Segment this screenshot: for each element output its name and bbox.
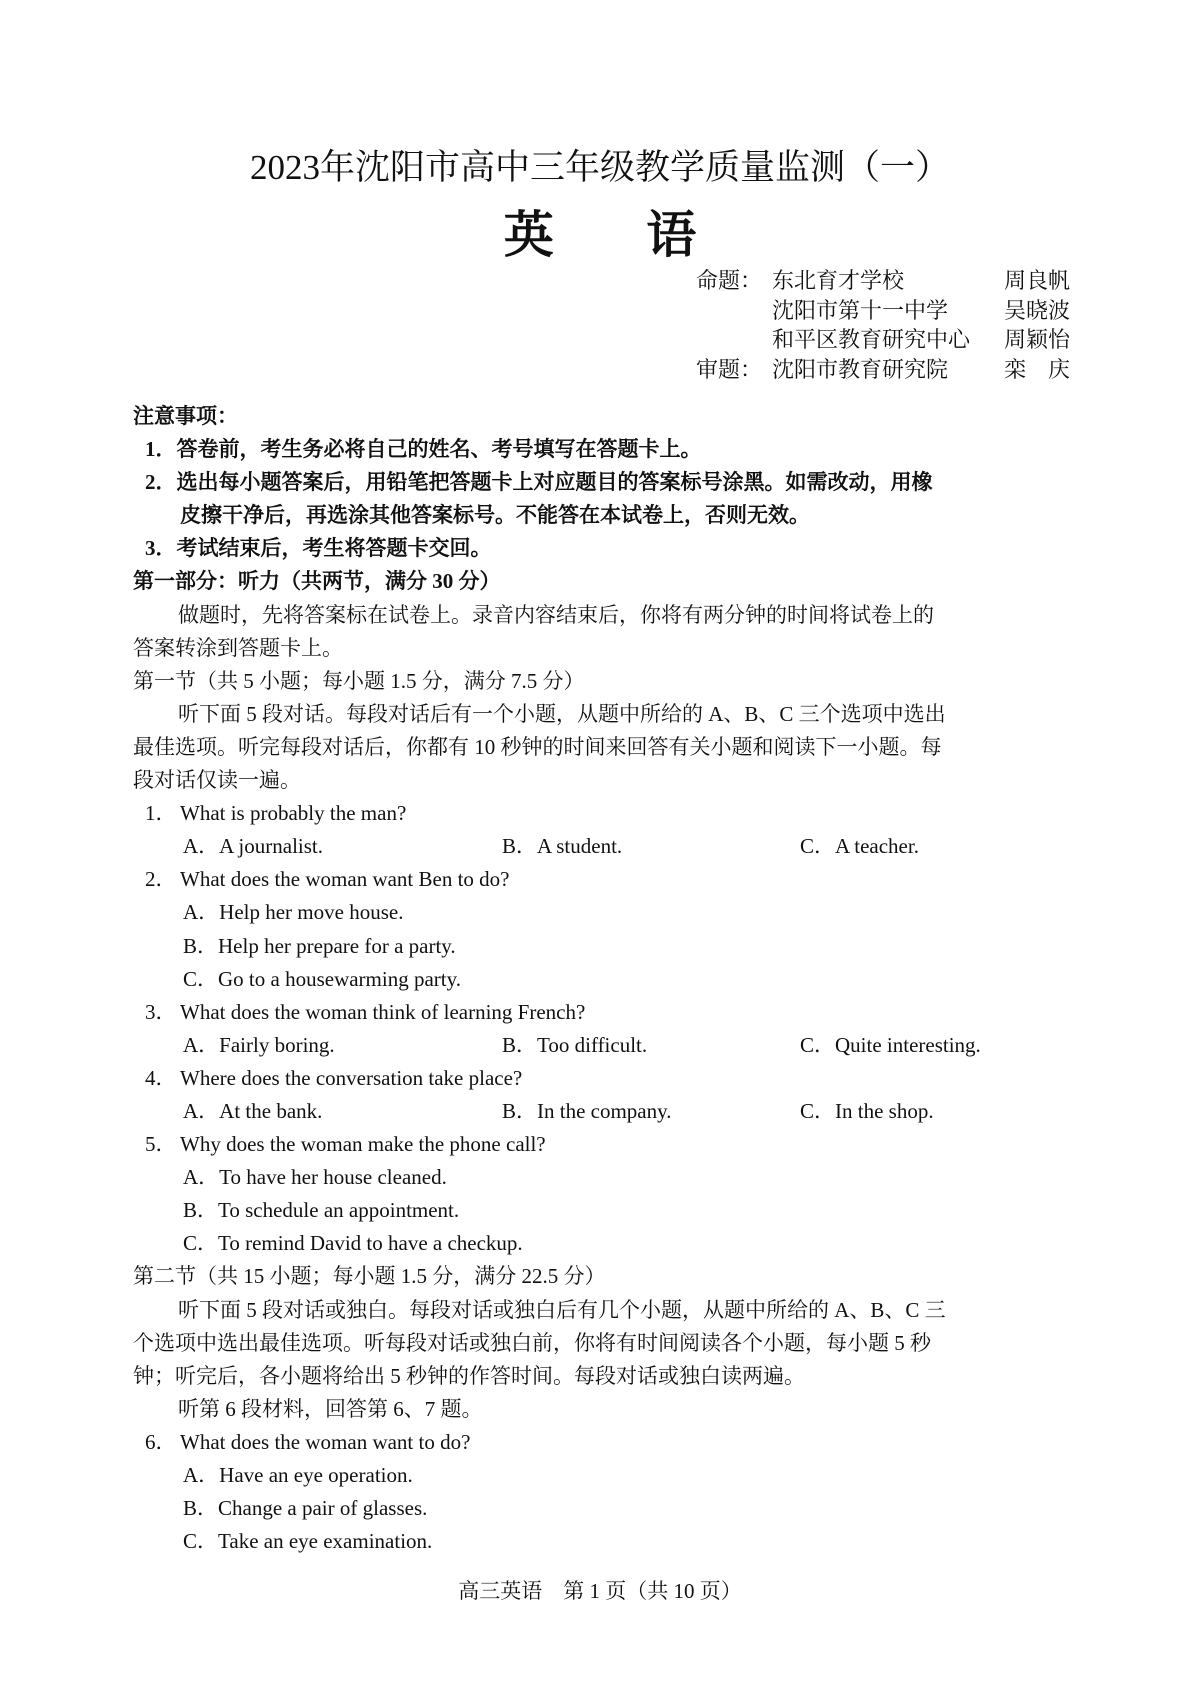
question-6 xyxy=(133,1426,1078,1459)
part1-intro: 做题时，先将答案标在试卷上。录音内容结束后，你将有两分钟的时间将试卷上的 xyxy=(178,602,934,627)
question-number: 1． xyxy=(145,801,177,826)
option-a: A．At the bank. xyxy=(183,1098,323,1123)
material-6-note: 听第 6 段材料，回答第 6、7 题。 xyxy=(178,1396,483,1421)
author-label: 命题： xyxy=(696,268,763,293)
section1-intro: 最佳选项。听完每段对话后，你都有 10 秒钟的时间来回答有关小题和阅读下一小题。每 xyxy=(133,734,942,759)
author-row xyxy=(696,325,1070,355)
question-number: 6． xyxy=(145,1429,177,1454)
author-row xyxy=(696,266,1070,296)
author-name: 吴晓波 xyxy=(1004,297,1071,323)
option-c: C．Take an eye examination. xyxy=(183,1529,433,1554)
question-5 xyxy=(133,1128,1078,1161)
author-label xyxy=(696,325,772,355)
option-b: B．Too difficult. xyxy=(502,1032,648,1057)
part1-heading: 第一部分：听力（共两节，满分 30 分） xyxy=(133,569,501,594)
question-number: 2． xyxy=(145,867,177,892)
question-text: Why does the woman make the phone call? xyxy=(180,1132,546,1157)
options-row xyxy=(133,830,1078,863)
question-text: What is probably the man? xyxy=(180,801,407,826)
option-c: C．Go to a housewarming party. xyxy=(183,966,462,991)
option-c: C．In the shop. xyxy=(800,1098,934,1123)
option-c: C．To remind David to have a checkup. xyxy=(183,1231,523,1256)
question-text: What does the woman think of learning French? xyxy=(180,999,586,1024)
note-item: 1．答卷前，考生务必将自己的姓名、考号填写在答题卡上。 xyxy=(145,437,702,462)
question-number: 3． xyxy=(145,999,177,1024)
notes-heading: 注意事项： xyxy=(133,404,238,428)
section1-heading: 第一节（共 5 小题；每小题 1.5 分，满分 7.5 分） xyxy=(133,668,585,693)
option-b: B．To schedule an appointment. xyxy=(183,1198,460,1223)
question-text: What does the woman want to do? xyxy=(180,1429,471,1454)
author-name: 周良帆 xyxy=(1004,268,1071,293)
exam-body xyxy=(133,400,1078,1558)
author-org: 沈阳市第十一中学 xyxy=(772,297,949,323)
option-b: B．Help her prepare for a party. xyxy=(183,933,456,958)
option-b: B．In the company. xyxy=(502,1098,672,1123)
section2-intro: 个选项中选出最佳选项。听每段对话或独白前，你将有时间阅读各个小题，每小题 5 秒 xyxy=(133,1330,931,1355)
question-4 xyxy=(133,1062,1078,1095)
option-c: C．Quite interesting. xyxy=(800,1032,981,1057)
option-b: B．Change a pair of glasses. xyxy=(183,1496,428,1521)
note-item: 2．选出每小题答案后，用铅笔把答题卡上对应题目的答案标号涂黑。如需改动，用橡 xyxy=(145,470,933,495)
option-a: A．To have her house cleaned. xyxy=(183,1165,447,1190)
part1-intro: 答案转涂到答题卡上。 xyxy=(133,635,343,660)
author-org: 沈阳市教育研究院 xyxy=(772,356,949,382)
section2-heading: 第二节（共 15 小题；每小题 1.5 分，满分 22.5 分） xyxy=(133,1264,606,1289)
options-row xyxy=(133,1029,1078,1062)
note-item: 3．考试结束后，考生将答题卡交回。 xyxy=(145,536,492,561)
author-org: 东北育才学校 xyxy=(772,268,905,293)
question-text: Where does the conversation take place? xyxy=(180,1065,523,1090)
question-2 xyxy=(133,863,1078,896)
section2-intro: 钟；听完后，各小题将给出 5 秒钟的作答时间。每段对话或独白读两遍。 xyxy=(133,1363,805,1388)
author-org: 和平区教育研究中心 xyxy=(772,327,971,353)
option-a: A．A journalist. xyxy=(183,834,323,859)
author-row xyxy=(696,296,1070,326)
option-a: A．Help her move house. xyxy=(183,900,404,925)
subject-title: 英 语 xyxy=(503,207,737,263)
authors-block xyxy=(696,266,1070,384)
question-text: What does the woman want Ben to do? xyxy=(180,867,510,892)
option-c: C．A teacher. xyxy=(800,834,919,859)
section2-intro: 听下面 5 段对话或独白。每段对话或独白后有几个小题，从题中所给的 A、B、C 三 xyxy=(178,1297,946,1322)
section1-intro: 听下面 5 段对话。每段对话后有一个小题，从题中所给的 A、B、C 三个选项中选出 xyxy=(178,701,946,726)
exam-title: 2023年沈阳市高中三年级教学质量监测（一） xyxy=(249,148,950,187)
question-number: 5． xyxy=(145,1132,177,1157)
option-b: B．A student. xyxy=(502,834,623,859)
author-name: 周颖怡 xyxy=(1004,327,1071,353)
author-name: 栾 庆 xyxy=(1004,356,1071,382)
options-row xyxy=(133,1095,1078,1128)
question-1 xyxy=(133,797,1078,830)
author-label xyxy=(696,296,772,326)
note-item-cont: 皮擦干净后，再选涂其他答案标号。不能答在本试卷上，否则无效。 xyxy=(180,503,810,528)
option-a: A．Fairly boring. xyxy=(183,1032,335,1057)
option-a: A．Have an eye operation. xyxy=(183,1463,413,1487)
page-footer: 高三英语 第 1 页（共 10 页） xyxy=(458,1579,742,1603)
author-row xyxy=(696,355,1070,385)
author-label: 审题： xyxy=(696,356,763,382)
section1-intro: 段对话仅读一遍。 xyxy=(133,768,301,793)
question-number: 4． xyxy=(145,1065,177,1090)
question-3 xyxy=(133,996,1078,1029)
